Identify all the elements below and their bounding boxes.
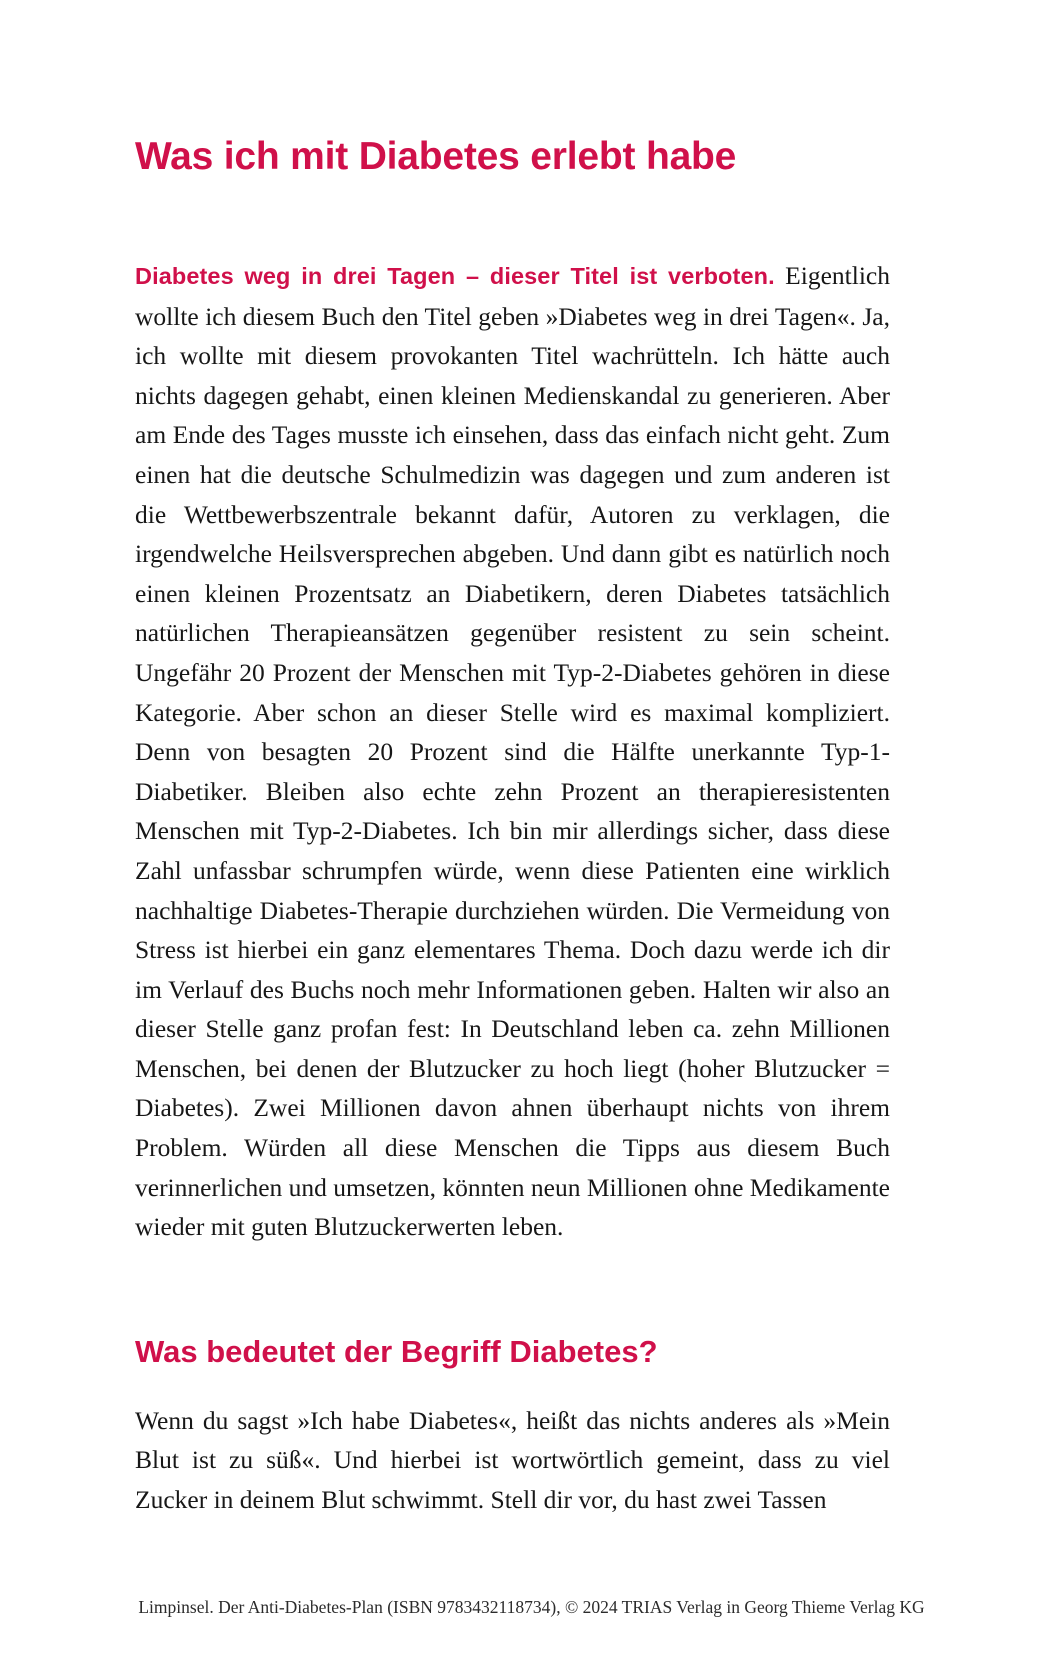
chapter-title: Was ich mit Diabetes erlebt habe — [135, 135, 737, 178]
page-content-column — [135, 0, 890, 1520]
section-heading-diabetes-begriff: Was bedeutet der Begriff Diabetes? — [135, 1333, 658, 1369]
paragraph-intro — [135, 256, 890, 1247]
paragraph-intro-text: Eigentlich wollte ich diesem Buch den Titel geben »Diabetes weg in drei Tagen«. Ja, ich wollte mit diesem provokanten Titel wachrütteln. Ich hätte auch nichts dagegen gehabt, einen kleinen Medienskandal zu generieren. Aber am Ende des Tages musste ich einsehen, dass das einfach nicht geht. Zum einen hat die deutsche Schulmedizin was dagegen und zum anderen ist die Wettbewerbszentrale bekannt dafür, Autoren zu verklagen, die irgendwelche Heilsversprechen abgeben. Und dann gibt es natürlich noch einen kleinen Prozentsatz an Diabetikern, deren Diabetes tatsächlich natürlichen Therapieansätzen gegenüber resistent zu sein scheint. Ungefähr 20 Prozent der Menschen mit Typ-2-Diabetes gehören in diese Kategorie. Aber schon an dieser Stelle wird es maximal kompliziert. Denn von besagten 20 Prozent sind die Hälfte unerkannte Typ-1-Diabetiker. Bleiben also echte zehn Prozent an therapieresistenten Menschen mit Typ-2-Diabetes. Ich bin mir allerdings sicher, dass diese Zahl unfassbar schrumpfen würde, wenn diese Patienten eine wirklich nachhaltige Diabetes-Therapie durchziehen würden. Die Vermeidung von Stress ist hierbei ein ganz elementares Thema. Doch dazu werde ich dir im Verlauf des Buchs noch mehr Informationen geben. Halten wir also an dieser Stelle ganz profan fest: In Deutschland leben ca. zehn Millionen Menschen, bei denen der Blutzucker zu hoch liegt (hoher Blutzucker = Diabetes). Zwei Millionen davon ahnen überhaupt nichts von ihrem Problem. Würden all diese Menschen die Tipps aus diesem Buch verinnerlichen und umsetzen, könnten neun Millionen ohne Medikamente wieder mit guten Blutzuckerwerten leben. — [135, 261, 890, 1242]
page-footer-copyright: Limpinsel. Der Anti-Diabetes-Plan (ISBN 9783432118734), © 2024 TRIAS Verlag in Georg Thieme Verlag KG — [138, 1597, 925, 1617]
paragraph-section-1: Wenn du sagst »Ich habe Diabetes«, heißt das nichts anderes als »Mein Blut ist zu süß«. Und hierbei ist wortwörtlich gemeint, dass zu viel Zucker in deinem Blut schwimmt. Stell dir vor, du hast zwei Tassen — [135, 1405, 890, 1515]
paragraph-lead-in: Diabetes weg in drei Tagen – dieser Titel ist verboten. — [135, 263, 775, 289]
